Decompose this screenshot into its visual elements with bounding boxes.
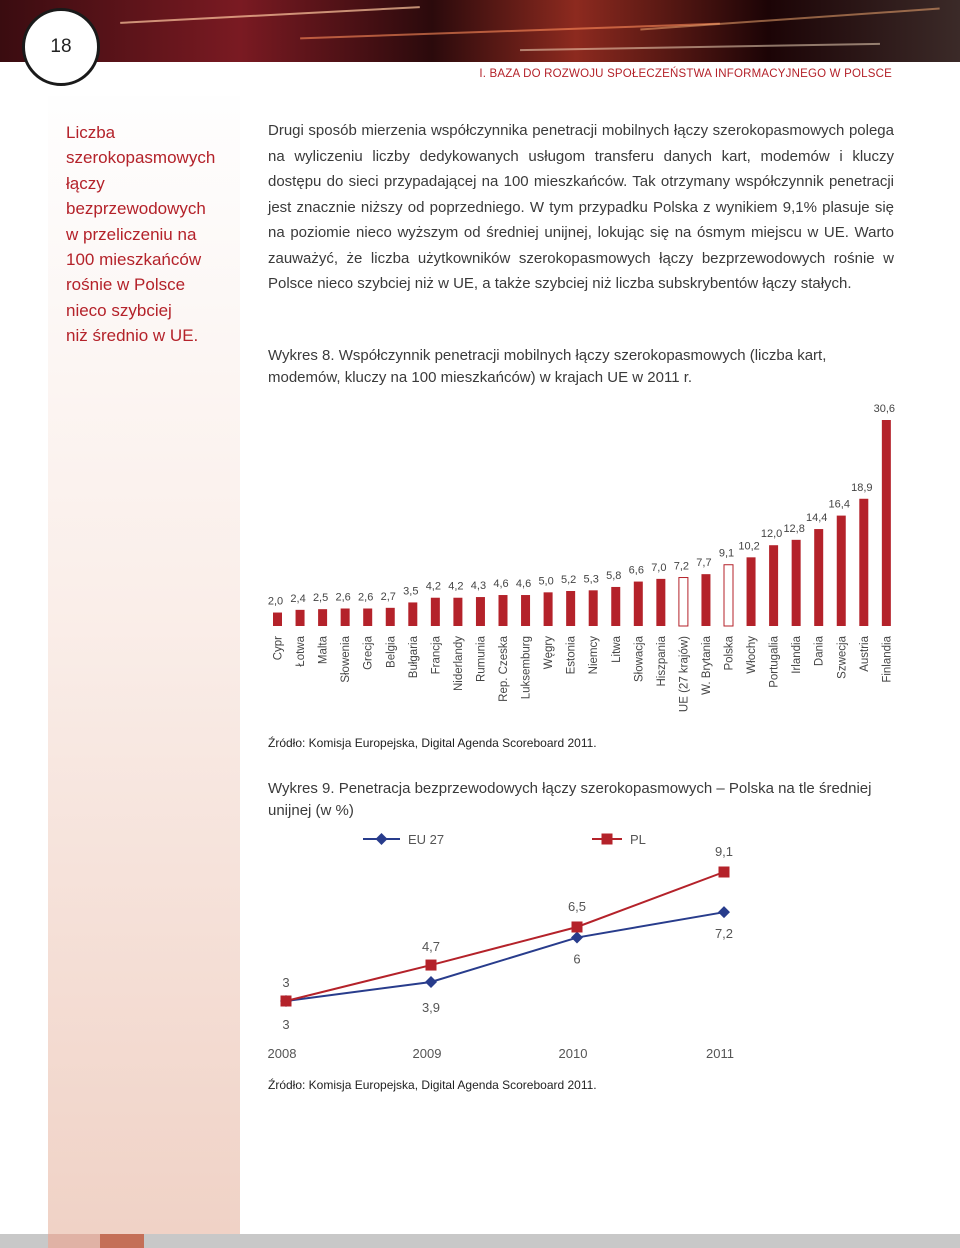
legend-marker — [602, 834, 613, 845]
x-tick-label: 2009 — [412, 1046, 442, 1061]
bar-value-label: 4,3 — [470, 580, 487, 593]
bar — [859, 499, 868, 626]
bar — [544, 592, 553, 626]
page-number: 18 — [22, 8, 100, 86]
chapter-title: I. BAZA DO ROZWOJU SPOŁECZEŃSTWA INFORMACYJNEGO W POLSCE — [479, 68, 892, 80]
bar — [566, 591, 575, 626]
sidebar-line: szerokopasmowych — [66, 148, 216, 168]
data-point — [425, 976, 437, 988]
sidebar-line: nieco szybciej — [66, 300, 172, 320]
bar — [656, 579, 665, 626]
bar-value-label: 12,8 — [783, 522, 805, 535]
bar-value-label: 2,6 — [335, 591, 351, 604]
data-point — [718, 906, 730, 918]
category-label: Irlandia — [791, 636, 804, 674]
data-label: 9,1 — [714, 844, 734, 859]
bar-value-label: 30,6 — [873, 403, 896, 415]
sidebar-line: rośnie w Polsce — [66, 275, 186, 295]
data-label: 4,7 — [421, 939, 441, 955]
bar-value-label: 7,0 — [651, 561, 667, 574]
category-label: Francja — [430, 636, 443, 675]
data-point — [571, 932, 583, 944]
data-point — [281, 996, 292, 1007]
bar-value-label: 9,1 — [718, 547, 735, 560]
bar — [589, 590, 598, 626]
bar-value-label: 5,2 — [561, 573, 577, 586]
data-label: 3 — [282, 1017, 290, 1032]
bar — [521, 595, 530, 626]
category-label: Rumunia — [475, 636, 488, 683]
legend-marker — [376, 833, 388, 845]
category-label: Polska — [723, 636, 736, 671]
bar-value-label: 4,6 — [515, 578, 532, 591]
bar-value-label: 5,0 — [538, 575, 554, 588]
bar — [318, 609, 327, 626]
series-line — [286, 912, 724, 1001]
bar — [431, 598, 440, 626]
bar-value-label: 7,2 — [673, 560, 690, 573]
bar-value-label: 18,9 — [851, 481, 873, 494]
category-label: Niemcy — [588, 636, 601, 675]
data-point — [280, 995, 292, 1007]
bar-value-label: 14,4 — [805, 512, 828, 525]
bar-value-label: 16,4 — [828, 498, 850, 511]
bar — [837, 516, 846, 626]
bar-value-label: 3,5 — [403, 585, 419, 598]
bar-value-label: 4,6 — [493, 578, 509, 591]
bar-value-label: 5,3 — [583, 573, 599, 586]
bar — [296, 610, 305, 626]
bar — [679, 578, 688, 626]
bar — [386, 608, 395, 626]
category-label: Belgia — [385, 636, 398, 668]
sidebar-line: niż średnio w UE. — [66, 326, 199, 346]
category-label: Węgry — [543, 636, 556, 670]
sidebar-highlight — [66, 120, 231, 349]
category-label: Rep. Czeska — [498, 636, 510, 702]
category-label: W. Brytania — [700, 636, 713, 695]
bar-value-label: 2,5 — [312, 592, 329, 605]
data-point — [426, 960, 437, 971]
bar — [499, 595, 508, 626]
sidebar-line: bezprzewodowych — [66, 199, 206, 219]
bar — [724, 565, 733, 626]
category-label: Słowenia — [340, 636, 353, 683]
sidebar-line: Liczba — [66, 123, 116, 142]
category-label: Portugalia — [768, 636, 781, 688]
figure9-source: Źródło: Komisja Europejska, Digital Agenda Scoreboard 2011. — [268, 1078, 597, 1092]
data-label: 3,9 — [421, 999, 441, 1015]
bar-value-label: 2,6 — [358, 591, 374, 604]
category-label: Słowacja — [633, 636, 646, 683]
category-label: Cypr — [272, 636, 285, 661]
sidebar-line: łączy — [66, 173, 105, 193]
header-banner-image — [0, 0, 960, 62]
category-label: Niderlandy — [452, 636, 465, 691]
bar — [453, 598, 462, 626]
bar — [611, 587, 620, 626]
bar — [634, 582, 643, 626]
bar-value-label: 2,4 — [290, 592, 306, 605]
bar — [882, 420, 891, 626]
bar-value-label: 7,7 — [696, 557, 712, 570]
bar — [769, 545, 778, 626]
category-label: Grecja — [362, 636, 375, 670]
category-label: Luksemburg — [520, 636, 533, 700]
category-label: Bułgaria — [407, 636, 420, 679]
x-tick-label: 2010 — [558, 1046, 588, 1061]
bar — [408, 602, 417, 626]
legend-label: EU 27 — [408, 832, 445, 847]
bar-value-label: 2,7 — [380, 590, 396, 603]
sidebar-line: 100 mieszkańców — [66, 250, 202, 270]
bar — [814, 529, 823, 626]
bar-value-label: 12,0 — [760, 528, 783, 541]
figure9-caption: Wykres 9. Penetracja bezprzewodowych łączy szerokopasmowych – Polska na tle średniej unijnej (w %) — [268, 780, 872, 819]
category-label: Finlandia — [881, 636, 894, 683]
category-label: Litwa — [610, 636, 623, 663]
bar — [363, 608, 372, 626]
bar-value-label: 4,2 — [425, 580, 441, 593]
body-paragraph: Drugi sposób mierzenia współczynnika penetracji mobilnych łączy szerokopasmowych polega na wyliczeniu liczby dedykowanych usługom transferu danych kart, modemów i kluczy dostępu do sieci przypadającej na 100 mieszkańców. Tak otrzymany współczynnik penetracji jest znacznie niższy od poprzedniego. W tym przypadku Polska z wynikiem 9,1% plasuje się na poziomie nieco wyższym od średniej unijnej, lokując się na ósmym miejscu w UE. Warto zauważyć, że liczba użytkowników szerokopasmowych łączy bezprzewodowych rośnie w Polsce nieco szybciej niż w UE, a także szybciej niż liczba subskrybentów łączy stałych. — [268, 122, 894, 292]
category-label: Malta — [317, 636, 330, 665]
x-tick-label: 2008 — [267, 1046, 297, 1061]
data-label: 6 — [573, 951, 581, 967]
category-label: Hiszpania — [655, 636, 668, 687]
category-label: Szwecja — [836, 636, 849, 679]
bar — [341, 608, 350, 626]
data-label: 6,5 — [567, 898, 587, 914]
bar — [701, 574, 710, 626]
sidebar-line: w przeliczeniu na — [66, 224, 197, 244]
category-label: Austria — [858, 636, 871, 672]
x-tick-label: 2011 — [706, 1046, 734, 1061]
category-label: UE (27 krajów) — [678, 636, 691, 713]
bar-value-label: 6,6 — [628, 564, 644, 577]
category-label: Włochy — [746, 636, 759, 674]
footer-bar — [0, 1234, 960, 1248]
category-label: Łotwa — [295, 636, 308, 667]
series-line — [286, 872, 724, 1001]
bar — [792, 540, 801, 626]
data-point — [719, 867, 730, 878]
bar — [747, 557, 756, 626]
data-label: 7,2 — [714, 926, 734, 942]
category-label: Estonia — [565, 636, 578, 675]
figure8-caption: Wykres 8. Współczynnik penetracji mobilnych łączy szerokopasmowych (liczba kart, modemów, kluczy na 100 mieszkańców) w krajach UE w 2011 r. — [268, 347, 827, 386]
category-label: Dania — [813, 636, 826, 667]
bar-value-label: 4,2 — [448, 580, 464, 593]
legend-label: PL — [630, 832, 646, 847]
bar-value-label: 5,8 — [606, 569, 622, 582]
bar-value-label: 2,0 — [267, 595, 284, 608]
figure8-source: Źródło: Komisja Europejska, Digital Agenda Scoreboard 2011. — [268, 736, 597, 750]
data-label: 3 — [282, 975, 290, 990]
bar — [273, 613, 282, 626]
bar-value-label: 10,2 — [738, 540, 760, 553]
data-point — [572, 921, 583, 932]
bar — [476, 597, 485, 626]
